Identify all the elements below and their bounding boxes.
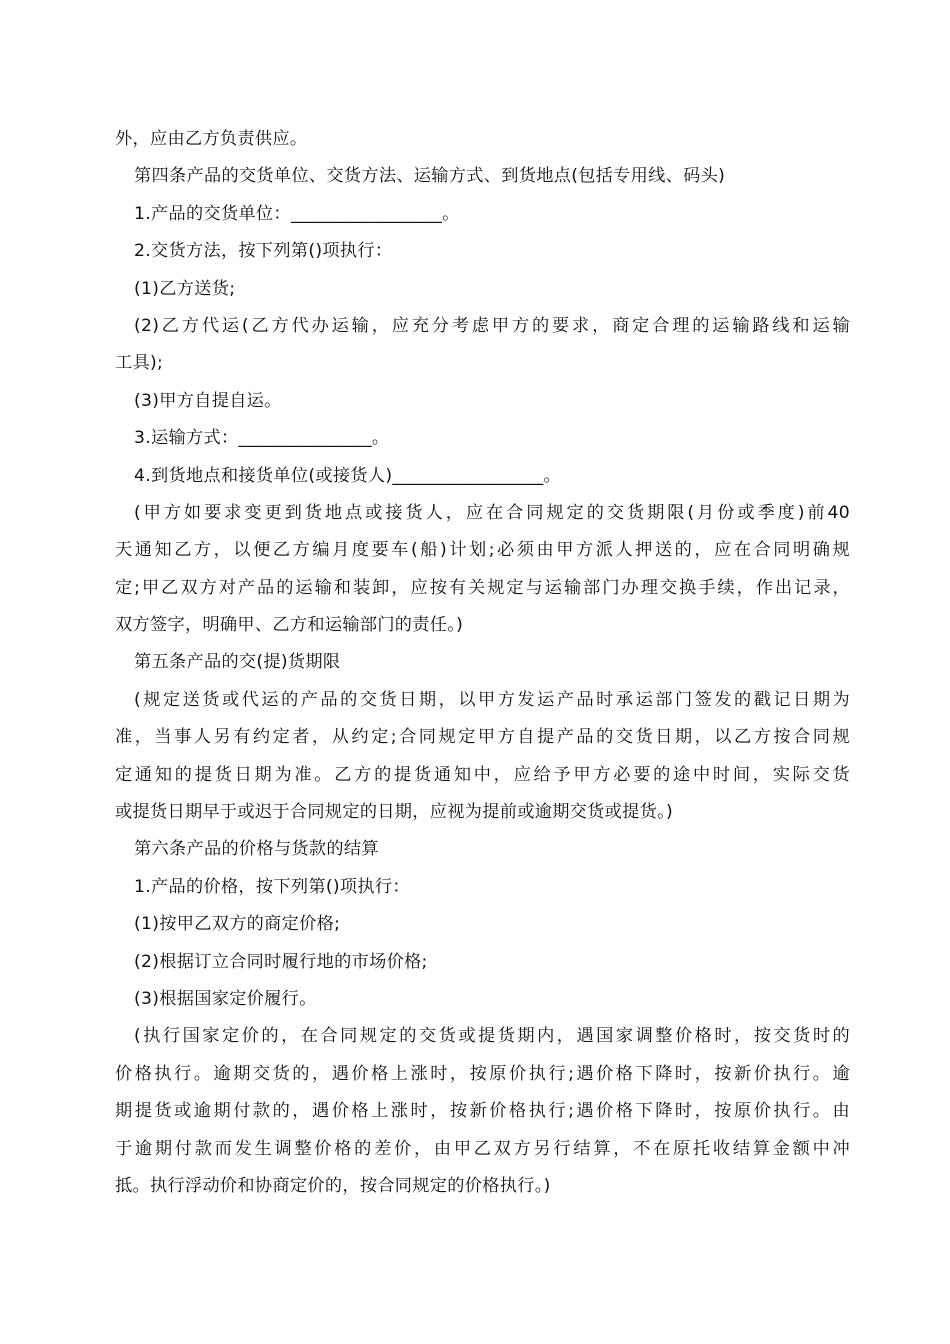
article-heading: 第六条产品的价格与货款的结算 [134, 839, 379, 860]
text-line: (1)按甲乙双方的商定价格; [134, 914, 341, 935]
article-heading: 第四条产品的交货单位、交货方法、运输方式、到货地点(包括专用线、码头) [134, 166, 726, 187]
text-line: (2)乙方代运(乙方代办运输，应充分考虑甲方的要求，商定合理的运输路线和运输 [134, 315, 850, 336]
text-line: 定;甲乙双方对产品的运输和装卸，应按有关规定与运输部门办理交换手续，作出记录， [115, 577, 850, 598]
text-line: 抵。执行浮动价和协商定价的，按合同规定的价格执行。) [115, 1175, 551, 1196]
document-body [115, 121, 850, 1205]
text-line: 或提货日期早于或迟于合同规定的日期，应视为提前或逾期交货或提货。) [115, 802, 674, 823]
text-line: 期提货或逾期付款的，遇价格上涨时，按新价格执行;遇价格下降时，按原价执行。由 [115, 1101, 850, 1122]
text-line: 4.到货地点和接货单位(或接货人)_________________。 [134, 465, 562, 486]
text-line: 双方签字，明确甲、乙方和运输部门的责任。) [115, 615, 464, 636]
text-line: (1)乙方送货; [134, 278, 236, 299]
text-line: 于逾期付款而发生调整价格的差价，由甲乙双方另行结算，不在原托收结算金额中冲 [115, 1138, 850, 1159]
text-line: (2)根据订立合同时履行地的市场价格; [134, 951, 428, 972]
text-line: 1.产品的价格，按下列第()项执行： [134, 876, 410, 897]
text-line: 1.产品的交货单位：_________________。 [134, 203, 460, 224]
text-line: 价格执行。逾期交货的，遇价格上涨时，按原价执行;遇价格下降时，按新价执行。逾 [115, 1063, 850, 1084]
text-line: (执行国家定价的，在合同规定的交货或提货期内，遇国家调整价格时，按交货时的 [134, 1026, 850, 1047]
text-line: (3)根据国家定价履行。 [134, 988, 317, 1009]
text-line: 天通知乙方，以便乙方编月度要车(船)计划;必须由甲方派人押送的，应在合同明确规 [115, 540, 850, 561]
text-line: 2.交货方法，按下列第()项执行： [134, 241, 393, 262]
text-line: (3)甲方自提自运。 [134, 390, 282, 411]
text-line: 外，应由乙方负责供应。 [115, 129, 308, 149]
text-line: 工具); [115, 353, 164, 374]
text-line: 定通知的提货日期为准。乙方的提货通知中，应给予甲方必要的途中时间，实际交货 [115, 764, 850, 785]
text-line: (甲方如要求变更到货地点或接货人，应在合同规定的交货期限(月份或季度)前40 [134, 502, 850, 523]
text-line: (规定送货或代运的产品的交货日期，以甲方发运产品时承运部门签发的戳记日期为 [134, 689, 850, 710]
text-line: 准，当事人另有约定者，从约定;合同规定甲方自提产品的交货日期，以乙方按合同规 [115, 727, 850, 748]
article-heading: 第五条产品的交(提)货期限 [134, 652, 341, 673]
text-line: 3.运输方式：_______________。 [134, 428, 390, 449]
